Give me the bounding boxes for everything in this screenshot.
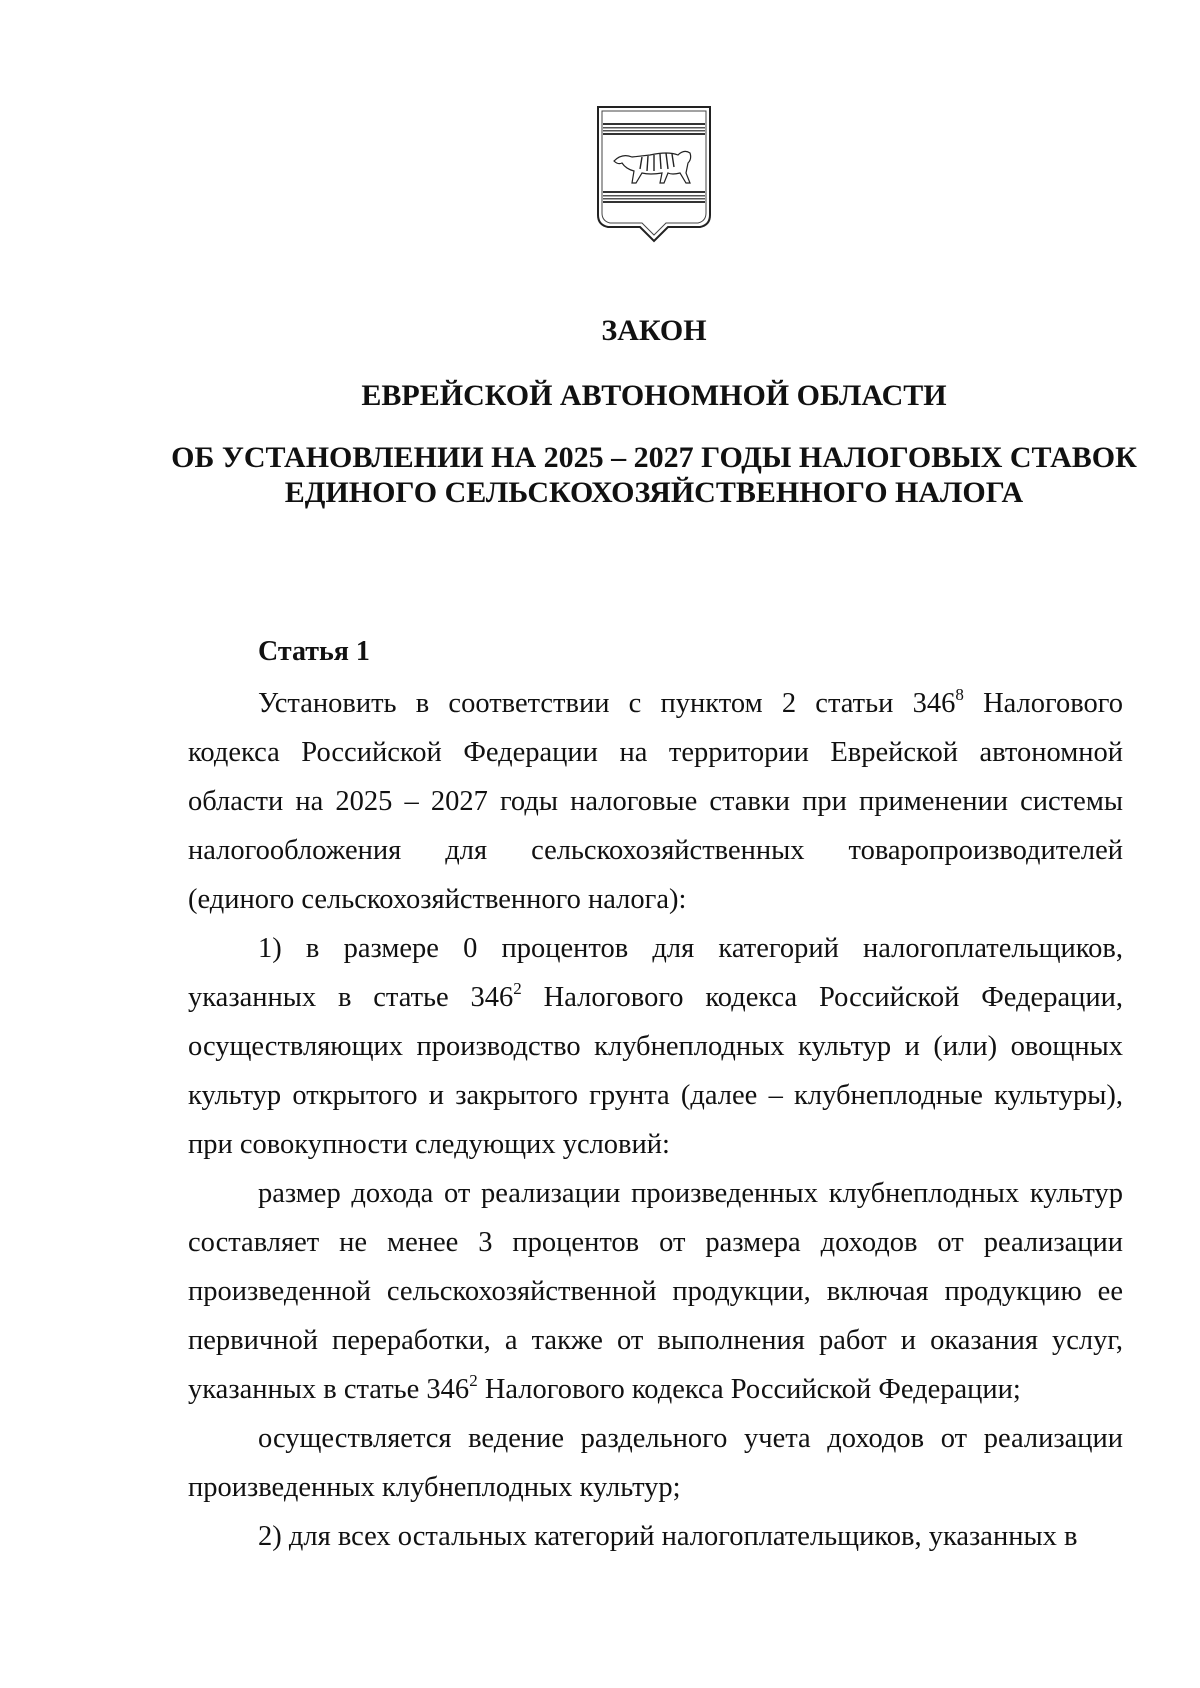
law-subject-line-2: ЕДИНОГО СЕЛЬСКОХОЗЯЙСТВЕННОГО НАЛОГА [284, 476, 1024, 509]
document-title: ЗАКОН [601, 314, 707, 347]
paragraph-text: Установить в соответствии с пунктом 2 статьи 346 [258, 688, 956, 719]
article-heading: Статья 1 [258, 636, 370, 667]
article-body [188, 679, 1123, 1561]
article-paragraph [188, 679, 1123, 924]
paragraph-text: Налогового кодекса Российской Федерации; [477, 1374, 1021, 1405]
superscript: 2 [513, 979, 522, 998]
article-paragraph [188, 924, 1123, 1169]
article-paragraph [188, 1169, 1123, 1414]
paragraph-text: размер дохода от реализации произведенных клубнеплодных культур составляет не менее 3 процентов от размера доходов от реализации произведенной сельскохозяйственной продукции, включая продукцию ее первичной переработки, а также от выполнения работ и оказания услуг, указанных в статье 346 [188, 1178, 1123, 1405]
issuing-region: ЕВРЕЙСКОЙ АВТОНОМНОЙ ОБЛАСТИ [361, 379, 947, 412]
law-subject [0, 440, 1200, 510]
article-paragraph: осуществляется ведение раздельного учета доходов от реализации произведенных клубнеплодных культур; [188, 1423, 1123, 1503]
article-paragraph: 2) для всех остальных категорий налогоплательщиков, указанных в [258, 1521, 1078, 1552]
coat-of-arms-tiger-icon [592, 103, 716, 245]
paragraph-text: 1) в размере 0 процентов для категорий налогоплательщиков, указанных в статье 346 [188, 933, 1123, 1013]
superscript: 8 [955, 685, 964, 704]
superscript: 2 [469, 1371, 478, 1390]
paragraph-text: Налогового кодекса Российской Федерации, осуществляющих производство клубнеплодных культур и (или) овощных культур открытого и закрытого грунта (далее – клубнеплодные культуры), при совокупности следующих условий: [188, 982, 1123, 1160]
paragraph-text: Налогового кодекса Российской Федерации на территории Еврейской автономной области на 2025 – 2027 годы налоговые ставки при применении системы налогообложения для сельскохозяйственных товаропроизводителей (единого сельскохозяйственного налога): [188, 688, 1123, 915]
law-subject-line-1: ОБ УСТАНОВЛЕНИИ НА 2025 – 2027 ГОДЫ НАЛОГОВЫХ СТАВОК [171, 441, 1137, 474]
